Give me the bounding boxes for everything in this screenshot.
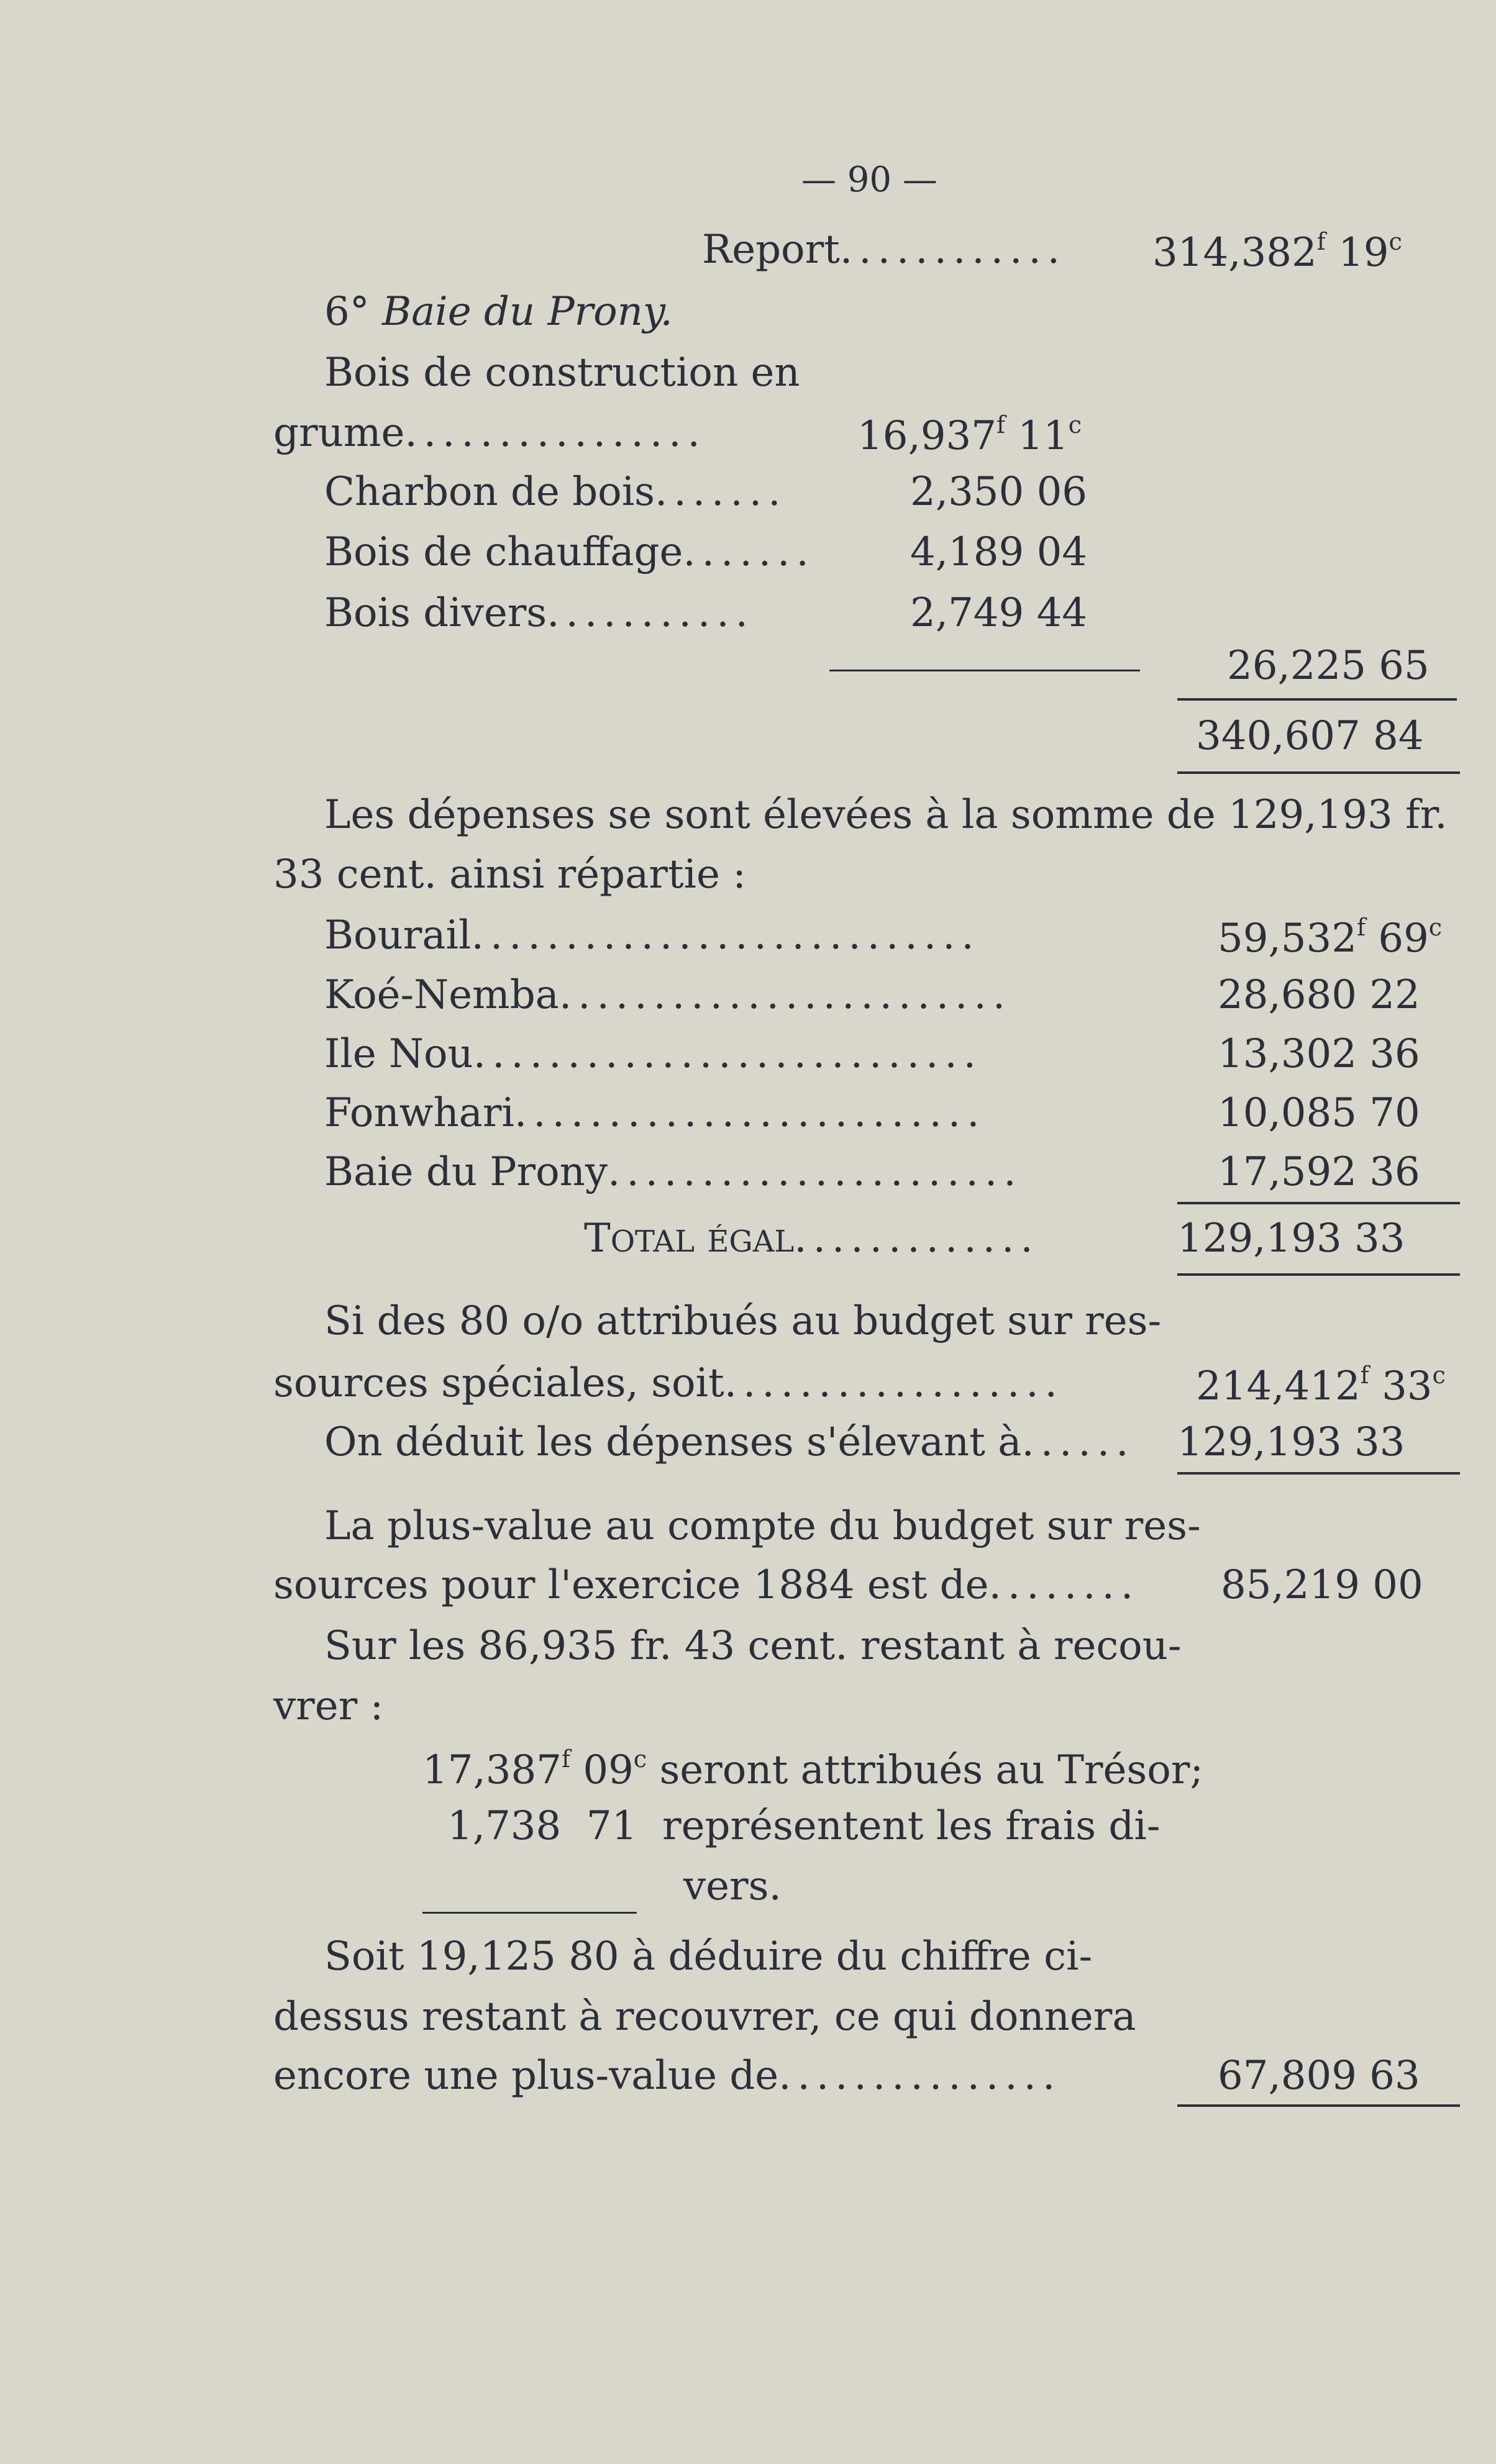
paragraph-line: sources spéciales, soit.................. — [273, 1360, 1064, 1406]
expense-amount: 13,302 36 — [1218, 1031, 1420, 1077]
total-rule — [1177, 1273, 1460, 1276]
total-rule — [1177, 1202, 1460, 1204]
budget-amount: 214,412$^f$ 33$^c$ — [1196, 1362, 1446, 1409]
recouvrer-line: vers. — [683, 1863, 782, 1909]
expense-amount: 17,592 36 — [1218, 1149, 1420, 1195]
expense-label: Baie du Prony...................... — [324, 1149, 1023, 1195]
paragraph-line: dessus restant à recouvrer, ce qui donnera — [273, 1994, 1136, 2040]
item-amount: 4,189 04 — [910, 529, 1087, 575]
subtotal-amount: 26,225 65 — [1227, 643, 1430, 689]
recouvrer-line: 1,738 71 représentent les frais di- — [447, 1803, 1161, 1849]
recouvrer-line: 17,387$^f$ 09$^c$ seront attribués au Trésor; — [422, 1745, 1203, 1793]
paragraph-line: On déduit les dépenses s'élevant à...... — [324, 1419, 1135, 1465]
page-number: — 90 — — [801, 160, 937, 200]
item-label: Bois de chauffage....... — [324, 529, 815, 575]
final-amount: 67,809 63 — [1218, 2053, 1420, 2099]
item-label-line1: Bois de construction en — [324, 350, 800, 396]
expense-amount: 10,085 70 — [1218, 1090, 1420, 1136]
expense-label: Ile Nou........................... — [324, 1031, 982, 1077]
total-egal-amount: 129,193 33 — [1177, 1216, 1405, 1262]
plus-value-amount: 85,219 00 — [1221, 1562, 1423, 1608]
total-rule — [1177, 2104, 1460, 2107]
item-amount: 2,350 06 — [910, 469, 1087, 515]
paragraph-line: Sur les 86,935 fr. 43 cent. restant à recou- — [324, 1623, 1182, 1669]
paragraph-line: encore une plus-value de............... — [273, 2053, 1062, 2099]
item-label: Charbon de bois....... — [324, 469, 787, 515]
paragraph-line: Soit 19,125 80 à déduire du chiffre ci- — [324, 1934, 1093, 1980]
total-egal-label: TOTAL ÉGAL............. — [584, 1216, 1039, 1262]
paragraph-line: Si des 80 o/o attribués au budget sur res- — [324, 1298, 1162, 1344]
paragraph-line: sources pour l'exercice 1884 est de........ — [273, 1562, 1140, 1608]
expense-label: Koé-Nemba........................ — [324, 972, 1012, 1018]
budget-amount: 129,193 33 — [1177, 1419, 1405, 1465]
subtotal-rule — [829, 670, 1140, 671]
paragraph-line: 33 cent. ainsi répartie : — [273, 852, 746, 898]
report-label: Report............ — [702, 227, 1066, 273]
expense-amount: 28,680 22 — [1218, 972, 1420, 1018]
paragraph-line: Les dépenses se sont élevées à la somme de 129,193 fr. — [324, 792, 1448, 838]
expense-amount: 59,532$^f$ 69$^c$ — [1218, 914, 1443, 962]
item-amount: 2,749 44 — [910, 590, 1087, 636]
paragraph-line: vrer : — [273, 1683, 384, 1729]
paragraph-line: La plus-value au compte du budget sur res- — [324, 1503, 1201, 1549]
item-label: Bois divers........... — [324, 590, 754, 636]
item-label: grume................ — [273, 410, 706, 456]
item-amount: 16,937$^f$ 11$^c$ — [857, 411, 1082, 459]
sum-rule — [422, 1912, 637, 1914]
total-rule — [1177, 1472, 1460, 1475]
report-amount: 314,382$^f$ 19$^c$ — [1152, 228, 1402, 276]
grand-total-amount: 340,607 84 — [1196, 713, 1424, 759]
total-rule — [1177, 698, 1457, 701]
section-heading: 6° Baie du Prony. — [324, 289, 673, 335]
expense-label: Bourail........................... — [324, 912, 980, 958]
expense-label: Fonwhari......................... — [324, 1090, 986, 1136]
total-rule — [1177, 771, 1460, 774]
